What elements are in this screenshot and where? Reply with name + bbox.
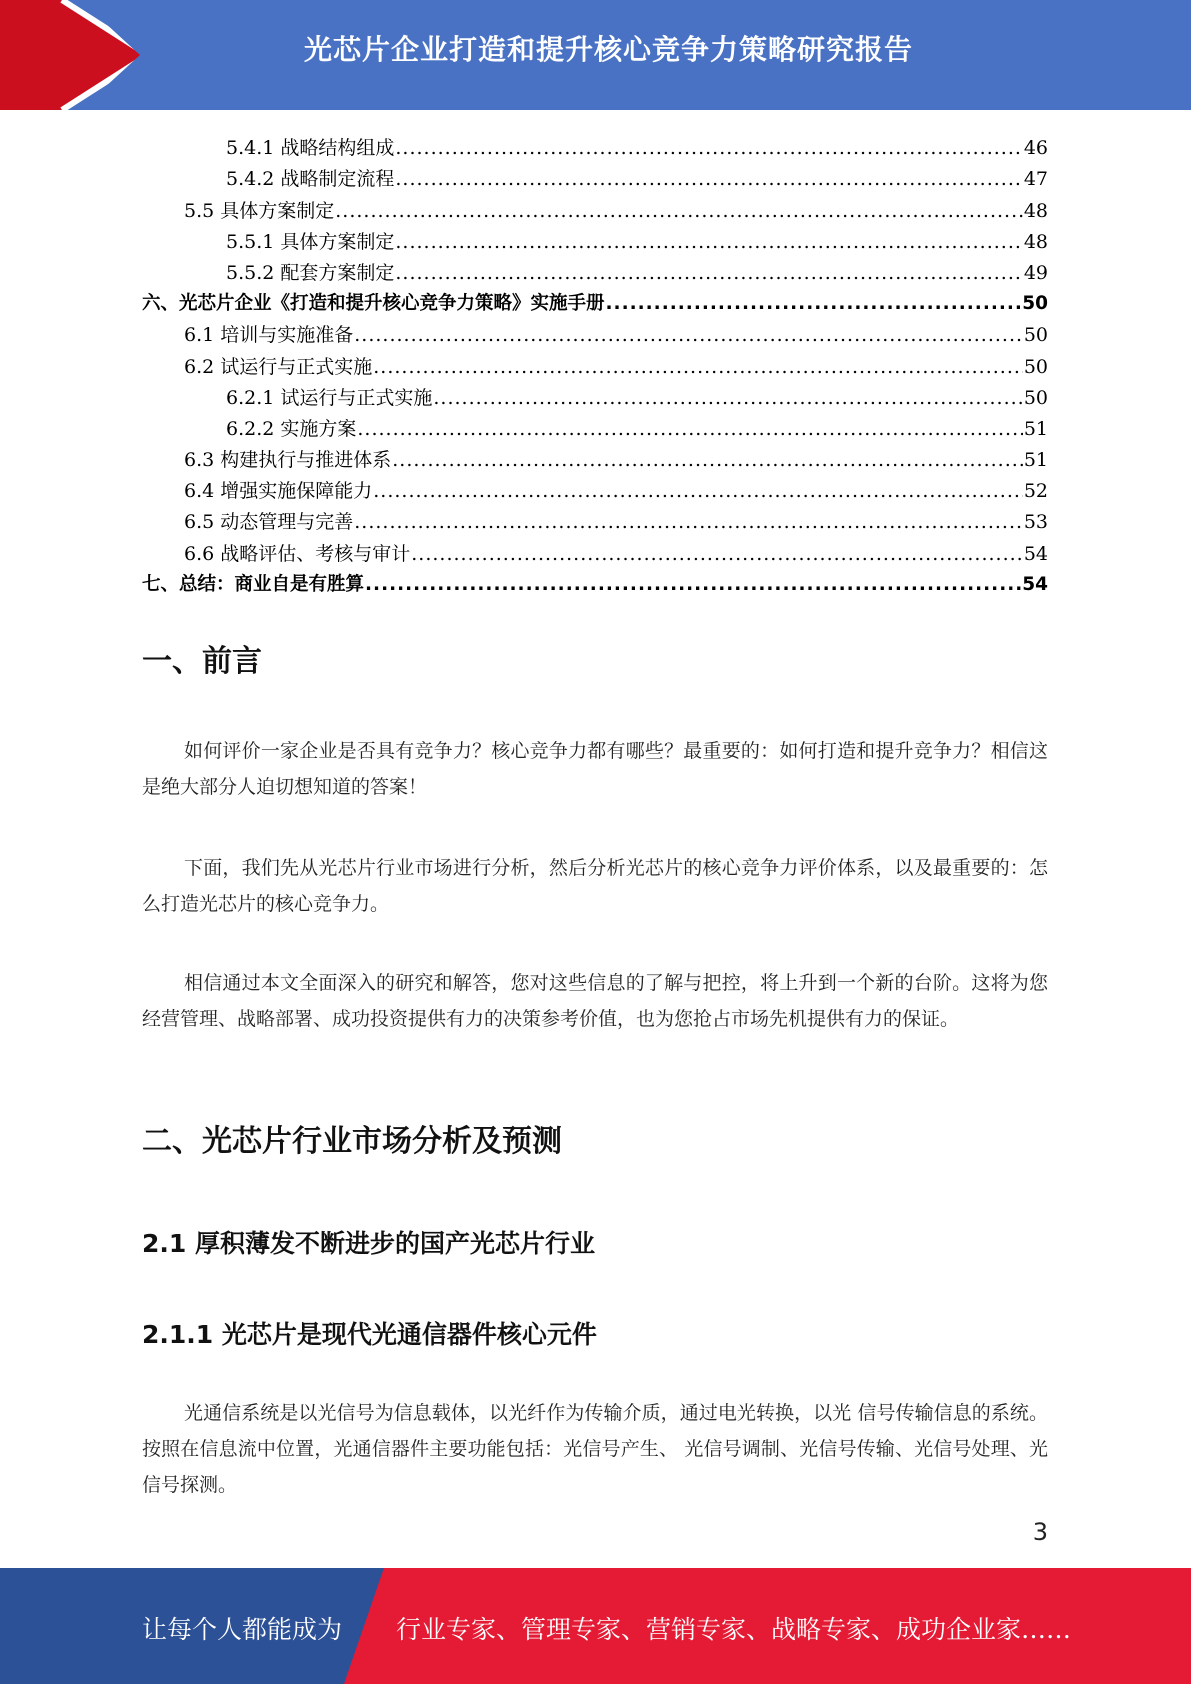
toc-leader-dots bbox=[354, 511, 1023, 533]
toc-entry[interactable] bbox=[142, 222, 1048, 253]
toc-leader-dots bbox=[392, 449, 1023, 471]
toc-entry[interactable] bbox=[142, 440, 1048, 471]
preface-paragraph-1: 如何评价一家企业是否具有竞争力？核心竞争力都有哪些？最重要的：如何打造和提升竞争力？相信这是绝大部分人迫切想知道的答案！ bbox=[142, 740, 1048, 798]
toc-entry-title: 6.4 增强实施保障能力 bbox=[184, 480, 373, 503]
toc-entry-page: 49 bbox=[1023, 261, 1048, 284]
subsection-heading-2-1-1: 2.1.1 光芯片是现代光通信器件核心元件 bbox=[142, 1320, 597, 1349]
toc-entry[interactable] bbox=[142, 565, 1048, 596]
table-of-contents bbox=[142, 128, 1048, 596]
toc-entry-title: 6.1 培训与实施准备 bbox=[184, 324, 354, 347]
preface-paragraph-2: 下面，我们先从光芯片行业市场进行分析，然后分析光芯片的核心竞争力评价体系，以及最重要的：怎么打造光芯片的核心竞争力。 bbox=[142, 857, 1048, 915]
toc-entry[interactable] bbox=[142, 502, 1048, 533]
toc-entry-page: 52 bbox=[1023, 480, 1048, 503]
toc-entry-page: 47 bbox=[1023, 168, 1048, 191]
toc-entry-page: 54 bbox=[1022, 573, 1048, 595]
toc-entry[interactable] bbox=[142, 409, 1048, 440]
toc-entry[interactable] bbox=[142, 471, 1048, 502]
toc-entry-page: 50 bbox=[1022, 293, 1048, 315]
toc-entry-title: 六、光芯片企业《打造和提升核心竞争力策略》实施手册 bbox=[142, 293, 605, 315]
preface-paragraph-3: 相信通过本文全面深入的研究和解答，您对这些信息的了解与把控，将上升到一个新的台阶。这将为您经营管理、战略部署、成功投资提供有力的决策参考价值，也为您抢占市场先机提供有力的保证。 bbox=[142, 972, 1048, 1030]
toc-entry[interactable] bbox=[142, 253, 1048, 284]
toc-leader-dots bbox=[335, 200, 1023, 222]
toc-entry[interactable] bbox=[142, 315, 1048, 346]
toc-entry[interactable] bbox=[142, 346, 1048, 377]
toc-entry-page: 50 bbox=[1023, 324, 1048, 347]
toc-leader-dots bbox=[395, 137, 1022, 159]
toc-entry[interactable] bbox=[142, 378, 1048, 409]
toc-entry-page: 53 bbox=[1023, 511, 1048, 534]
footer-slogan-left: 让每个人都能成为 bbox=[142, 1615, 343, 1644]
toc-entry-title: 5.4.1 战略结构组成 bbox=[226, 137, 395, 160]
section-heading-preface: 一、前言 bbox=[142, 644, 262, 679]
toc-leader-dots bbox=[395, 231, 1022, 253]
toc-leader-dots bbox=[395, 168, 1022, 190]
toc-entry-page: 54 bbox=[1023, 542, 1048, 565]
toc-entry-title: 5.4.2 战略制定流程 bbox=[226, 168, 395, 191]
toc-leader-dots bbox=[606, 293, 1022, 315]
toc-entry-page: 48 bbox=[1023, 230, 1048, 253]
page-number: 3 bbox=[1032, 1518, 1048, 1546]
toc-leader-dots bbox=[373, 480, 1023, 502]
subsection-heading-2-1: 2.1 厚积薄发不断进步的国产光芯片行业 bbox=[142, 1229, 595, 1258]
toc-entry-page: 51 bbox=[1023, 417, 1048, 440]
toc-leader-dots bbox=[433, 387, 1022, 409]
toc-leader-dots bbox=[411, 543, 1023, 565]
section-heading-market: 二、光芯片行业市场分析及预测 bbox=[142, 1124, 562, 1159]
toc-entry-title: 5.5.1 具体方案制定 bbox=[226, 230, 395, 253]
toc-entry-title: 6.2.2 实施方案 bbox=[226, 417, 357, 440]
toc-entry-page: 51 bbox=[1023, 449, 1048, 472]
toc-entry-page: 50 bbox=[1023, 355, 1048, 378]
footer-slogan-right: 行业专家、管理专家、营销专家、战略专家、成功企业家…… bbox=[396, 1615, 1072, 1644]
toc-leader-dots bbox=[357, 418, 1022, 440]
toc-leader-dots bbox=[365, 574, 1021, 596]
toc-entry-title: 6.3 构建执行与推进体系 bbox=[184, 449, 392, 472]
toc-entry[interactable] bbox=[142, 128, 1048, 159]
toc-leader-dots bbox=[354, 324, 1023, 346]
toc-leader-dots bbox=[395, 262, 1022, 284]
page-footer bbox=[0, 1568, 1191, 1684]
toc-entry-title: 6.2.1 试运行与正式实施 bbox=[226, 386, 433, 409]
toc-entry[interactable] bbox=[142, 533, 1048, 564]
toc-entry[interactable] bbox=[142, 284, 1048, 315]
page-header bbox=[0, 0, 1191, 110]
toc-entry-title: 6.6 战略评估、考核与审计 bbox=[184, 542, 411, 565]
toc-entry-page: 46 bbox=[1023, 137, 1048, 160]
toc-entry-page: 50 bbox=[1023, 386, 1048, 409]
body-paragraph-2-1-1: 光通信系统是以光信号为信息载体，以光纤作为传输介质，通过电光转换，以光 信号传输信息的系统。按照在信息流中位置，光通信器件主要功能包括：光信号产生、 光信号调制、光信号传输、光信号处理、光信号探测。 bbox=[142, 1402, 1048, 1496]
toc-entry-title: 6.2 试运行与正式实施 bbox=[184, 355, 373, 378]
toc-entry[interactable] bbox=[142, 159, 1048, 190]
toc-entry-title: 5.5 具体方案制定 bbox=[184, 199, 335, 222]
toc-entry-title: 6.5 动态管理与完善 bbox=[184, 511, 354, 534]
toc-entry-title: 5.5.2 配套方案制定 bbox=[226, 261, 395, 284]
toc-entry-page: 48 bbox=[1023, 199, 1048, 222]
toc-leader-dots bbox=[373, 356, 1023, 378]
report-title: 光芯片企业打造和提升核心竞争力策略研究报告 bbox=[303, 33, 913, 66]
toc-entry[interactable] bbox=[142, 190, 1048, 221]
toc-entry-title: 七、总结：商业自是有胜算 bbox=[142, 573, 365, 595]
